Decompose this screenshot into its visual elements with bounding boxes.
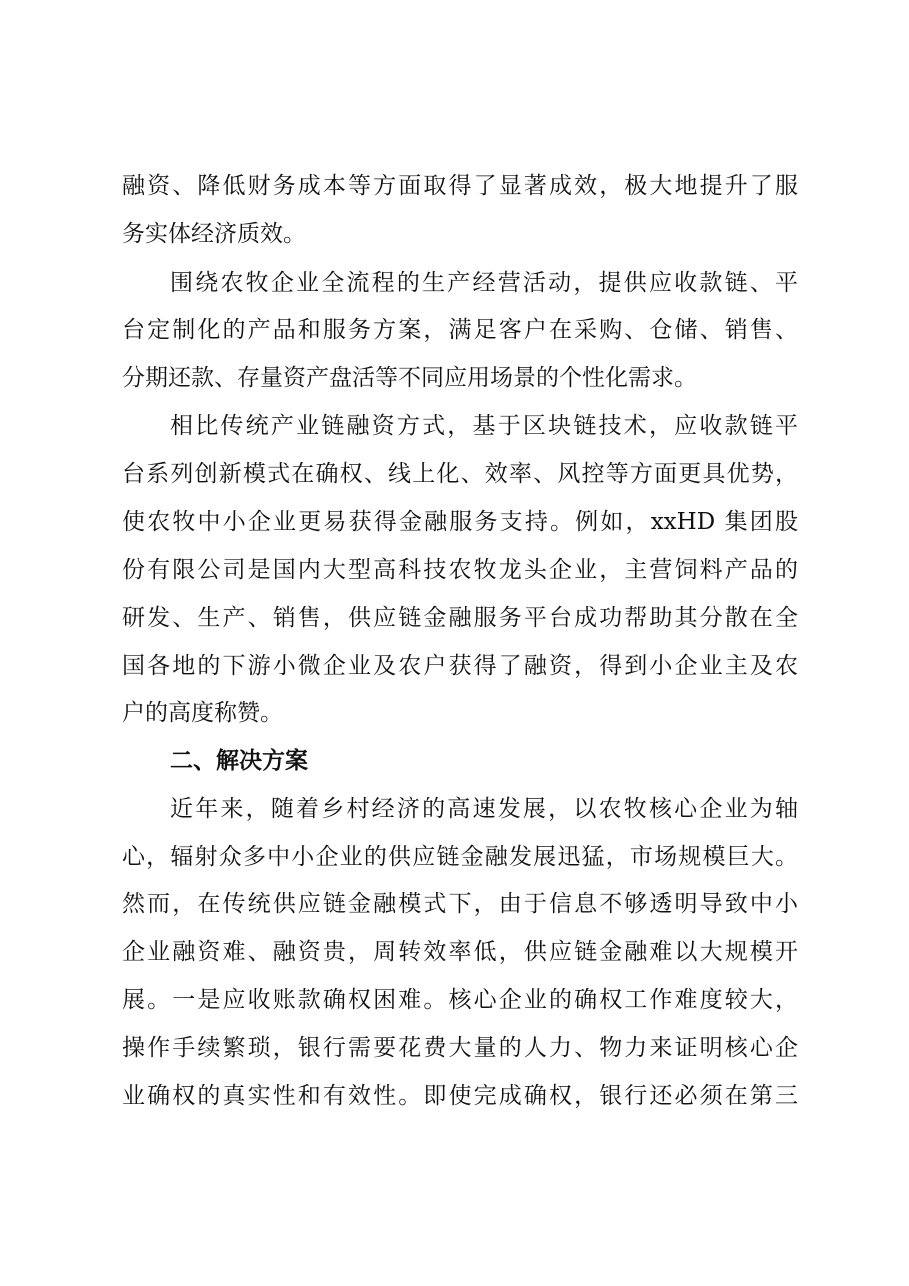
- text-line: 然而，在传统供应链金融模式下，由于信息不够透明导致中小: [122, 891, 798, 917]
- text-line: 户的高度称赞。: [122, 700, 283, 726]
- text-line: 研发、生产、销售，供应链金融服务平台成功帮助其分散在全: [122, 605, 798, 631]
- text-line: 融资、降低财务成本等方面取得了显著成效，极大地提升了服: [122, 173, 798, 199]
- text-line: 份有限公司是国内大型高科技农牧龙头企业，主营饲料产品的: [122, 557, 798, 583]
- text-line: 操作手续繁琐，银行需要花费大量的人力、物力来证明核心企: [122, 1035, 798, 1061]
- text-line: 台系列创新模式在确权、线上化、效率、风控等方面更具优势，: [122, 461, 798, 487]
- text-line: 围绕农牧企业全流程的生产经营活动，提供应收款链、平: [170, 270, 798, 296]
- section-heading: 二、解决方案: [170, 748, 308, 774]
- text-line: 业确权的真实性和有效性。即使完成确权，银行还必须在第三: [122, 1083, 798, 1109]
- text-line: 台定制化的产品和服务方案，满足客户在采购、仓储、销售、: [122, 317, 798, 343]
- text-line: 展。一是应收账款确权困难。核心企业的确权工作难度较大，: [122, 987, 798, 1013]
- text-line: 企业融资难、融资贵，周转效率低，供应链金融难以大规模开: [122, 939, 798, 965]
- text-line: 近年来，随着乡村经济的高速发展，以农牧核心企业为轴: [170, 796, 798, 822]
- text-line: 心，辐射众多中小企业的供应链金融发展迅猛，市场规模巨大。: [122, 844, 798, 870]
- text-line: 使农牧中小企业更易获得金融服务支持。例如，xxHD 集团股: [122, 509, 798, 535]
- text-line: 相比传统产业链融资方式，基于区块链技术，应收款链平: [170, 413, 798, 439]
- text-line: 务实体经济质效。: [122, 221, 306, 247]
- text-line: 分期还款、存量资产盘活等不同应用场景的个性化需求。: [122, 365, 697, 391]
- text-line: 国各地的下游小微企业及农户获得了融资，得到小企业主及农: [122, 653, 798, 679]
